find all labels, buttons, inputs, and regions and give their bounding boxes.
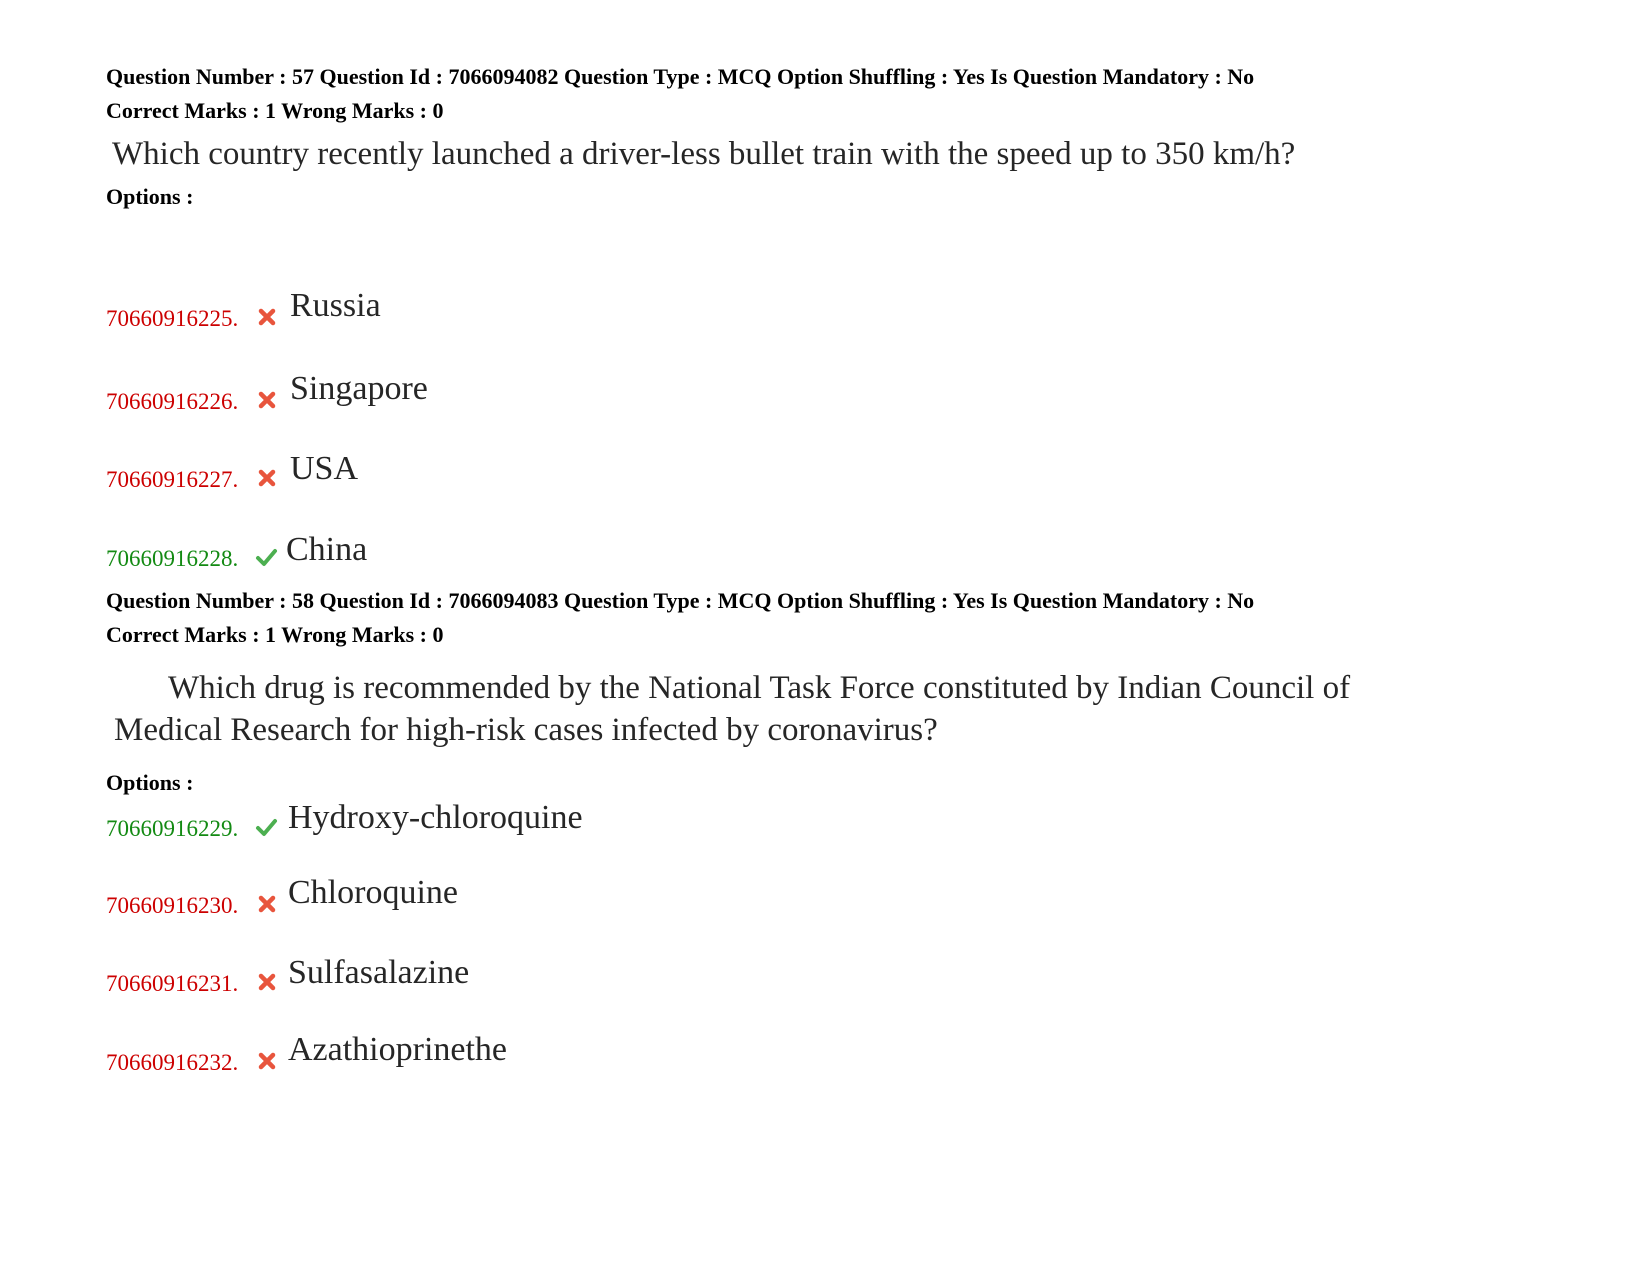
option-id: 70660916227. [106,467,239,492]
options-label: Options : [106,770,194,795]
option-text: Azathioprinethe [288,1031,508,1068]
question-meta-line1: Question Number : 57 Question Id : 7066094082 Question Type : MCQ Option Shuffling : Yes Is Question Mandatory : No [106,64,1255,89]
option-text: Chloroquine [288,874,458,911]
check-icon [254,546,278,568]
check-icon [254,816,278,838]
option-text: Sulfasalazine [288,954,470,991]
option-id: 70660916226. [106,389,239,414]
option-id: 70660916225. [106,306,239,331]
option-id: 70660916228. [106,546,239,571]
option-text: China [286,531,368,568]
option-id: 70660916230. [106,893,239,918]
cross-icon [256,306,278,328]
option-id: 70660916231. [106,971,239,996]
cross-icon [256,1050,278,1072]
cross-icon [256,893,278,915]
cross-icon [256,389,278,411]
option-id: 70660916229. [106,816,239,841]
question-marks-line: Correct Marks : 1 Wrong Marks : 0 [106,622,444,647]
question-text: Which country recently launched a driver-less bullet train with the speed up to 350 km/h? [112,136,1296,172]
question-58 [106,584,1546,1075]
question-marks-line: Correct Marks : 1 Wrong Marks : 0 [106,98,444,123]
options-label: Options : [106,184,194,209]
option-text: USA [290,450,359,487]
option-text: Hydroxy-chloroquine [288,799,583,836]
question-57 [106,60,1546,571]
option-text: Russia [290,287,381,324]
option-text: Singapore [290,370,428,407]
option-id: 70660916232. [106,1050,239,1075]
cross-icon [256,971,278,993]
question-text-line2: Medical Research for high-risk cases infected by coronavirus? [114,712,938,748]
cross-icon [256,467,278,489]
question-text-line1: Which drug is recommended by the National Task Force constituted by Indian Council of [168,670,1351,706]
question-meta-line1: Question Number : 58 Question Id : 7066094083 Question Type : MCQ Option Shuffling : Yes Is Question Mandatory : No [106,588,1255,613]
